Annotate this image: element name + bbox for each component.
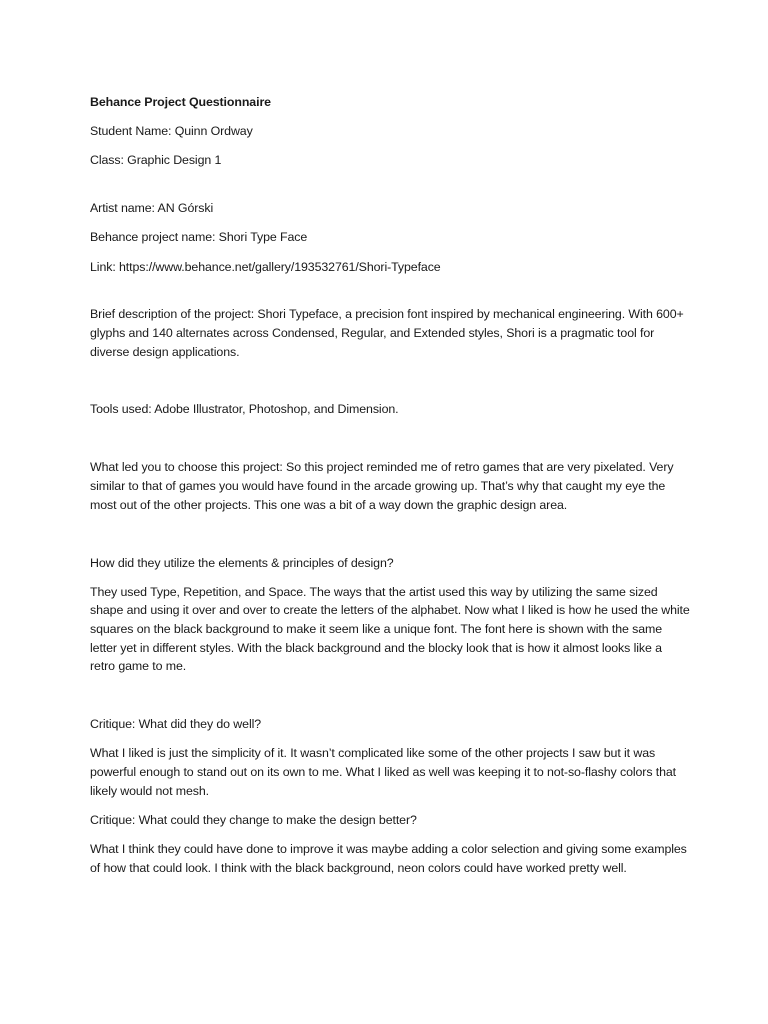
- project-description: Brief description of the project: Shori Typeface, a precision font inspired by mechanical engineering. With 600+ glyphs and 140 alternates across Condensed, Regular, and Extended styles, Shori is a pragmatic tool for diverse design applications.: [90, 307, 684, 359]
- document-title: Behance Project Questionnaire: [90, 95, 271, 109]
- project-name: Behance project name: Shori Type Face: [90, 230, 308, 245]
- why-chosen: What led you to choose this project: So this project reminded me of retro games that are very pixelated. Very similar to that of games you would have found in the arcade growing up. That’s why that caught my eye the most out of the other projects. This one was a bit of a way down the graphic design area.: [90, 460, 674, 512]
- critique-well-answer: What I liked is just the simplicity of it. It wasn’t complicated like some of the other projects I saw but it was powerful enough to stand out on its own to me. What I liked as well was keeping it to not-so-flashy colors that likely would not mesh.: [90, 746, 677, 798]
- elements-answer: They used Type, Repetition, and Space. The ways that the artist used this way by utilizing the same sized shape and using it over and over to create the letters of the alphabet. Now what I liked is how he used the white squares on the black background to make it seem like a unique font. The font here is shown with the same letter yet in different styles. With the black background and the blocky look that is how it almost looks like a retro game to me.: [90, 584, 690, 674]
- critique-better-answer: What I think they could have done to improve it was maybe adding a color selection and giving some examples of how that could look. I think with the black background, neon colors could have worked pretty well.: [90, 841, 687, 875]
- document-body: [90, 93, 690, 877]
- elements-question: How did they utilize the elements & principles of design?: [90, 555, 394, 570]
- artist-name: Artist name: AN Górski: [90, 201, 214, 216]
- critique-better-question: Critique: What could they change to make the design better?: [90, 812, 417, 827]
- class-name: Class: Graphic Design 1: [90, 153, 222, 168]
- critique-well-question: Critique: What did they do well?: [90, 717, 262, 732]
- tools-used: Tools used: Adobe Illustrator, Photoshop, and Dimension.: [90, 402, 399, 417]
- project-link: Link: https://www.behance.net/gallery/193532761/Shori-Typeface: [90, 259, 441, 274]
- student-name: Student Name: Quinn Ordway: [90, 124, 253, 139]
